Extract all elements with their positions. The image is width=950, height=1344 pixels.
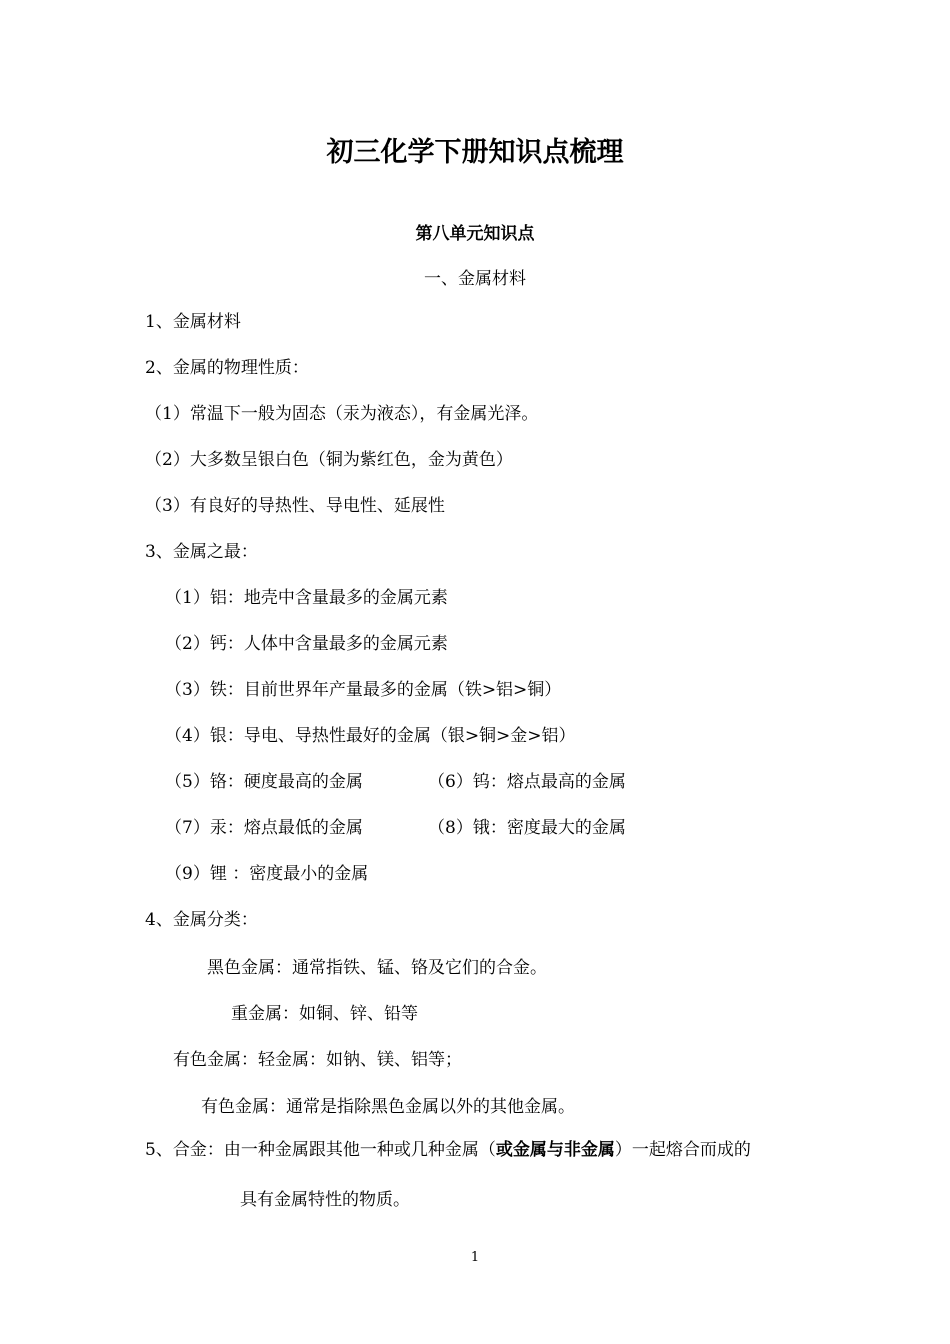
paragraph-line: （2）大多数呈银白色（铜为紫红色，金为黄色） — [145, 450, 513, 470]
paragraph-line: 有色金属：通常是指除黑色金属以外的其他金属。 — [201, 1097, 575, 1117]
paragraph-line: （7）汞：熔点最低的金属 — [165, 818, 363, 838]
alloy-text-bold: 或金属与非金属 — [495, 1140, 615, 1160]
document-title: 初三化学下册知识点梳理 — [326, 137, 624, 168]
paragraph-line: （5）铬：硬度最高的金属 — [165, 772, 363, 792]
paragraph-line: 4、金属分类： — [145, 910, 258, 930]
paragraph-line: 具有金属特性的物质。 — [240, 1190, 410, 1210]
page-number: 1 — [470, 1250, 480, 1265]
alloy-text-post: ）一起熔合而成的 — [614, 1140, 751, 1160]
paragraph-line: （8）锇：密度最大的金属 — [428, 818, 626, 838]
paragraph-line: （3）铁：目前世界年产量最多的金属（铁>铝>铜） — [165, 680, 562, 700]
paragraph-line: （4）银：导电、导热性最好的金属（银>铜>金>铝） — [165, 726, 576, 746]
paragraph-line: 重金属：如铜、锌、铅等 — [231, 1004, 418, 1024]
paragraph-line: （9）锂 ：密度最小的金属 — [165, 864, 369, 884]
paragraph-line: （2）钙：人体中含量最多的金属元素 — [165, 634, 448, 654]
paragraph-line: （6）钨：熔点最高的金属 — [428, 772, 626, 792]
paragraph-line: （3）有良好的导热性、导电性、延展性 — [145, 496, 445, 516]
section-heading: 一、金属材料 — [424, 269, 526, 289]
paragraph-line: （1）铝：地壳中含量最多的金属元素 — [165, 588, 448, 608]
unit-heading: 第八单元知识点 — [415, 224, 535, 244]
paragraph-line: 有色金属：轻金属：如钠、镁、铝等； — [173, 1050, 462, 1070]
paragraph-line: 3、金属之最： — [145, 542, 258, 562]
alloy-text-pre: 5、合金：由一种金属跟其他一种或几种金属（ — [145, 1140, 496, 1160]
paragraph-line: 1、金属材料 — [145, 312, 241, 332]
paragraph-line: 黑色金属：通常指铁、锰、铬及它们的合金。 — [207, 958, 547, 978]
paragraph-line: 2、金属的物理性质： — [145, 358, 309, 378]
paragraph-line: （1）常温下一般为固态（汞为液态），有金属光泽。 — [145, 404, 539, 424]
paragraph-line — [145, 1139, 751, 1161]
